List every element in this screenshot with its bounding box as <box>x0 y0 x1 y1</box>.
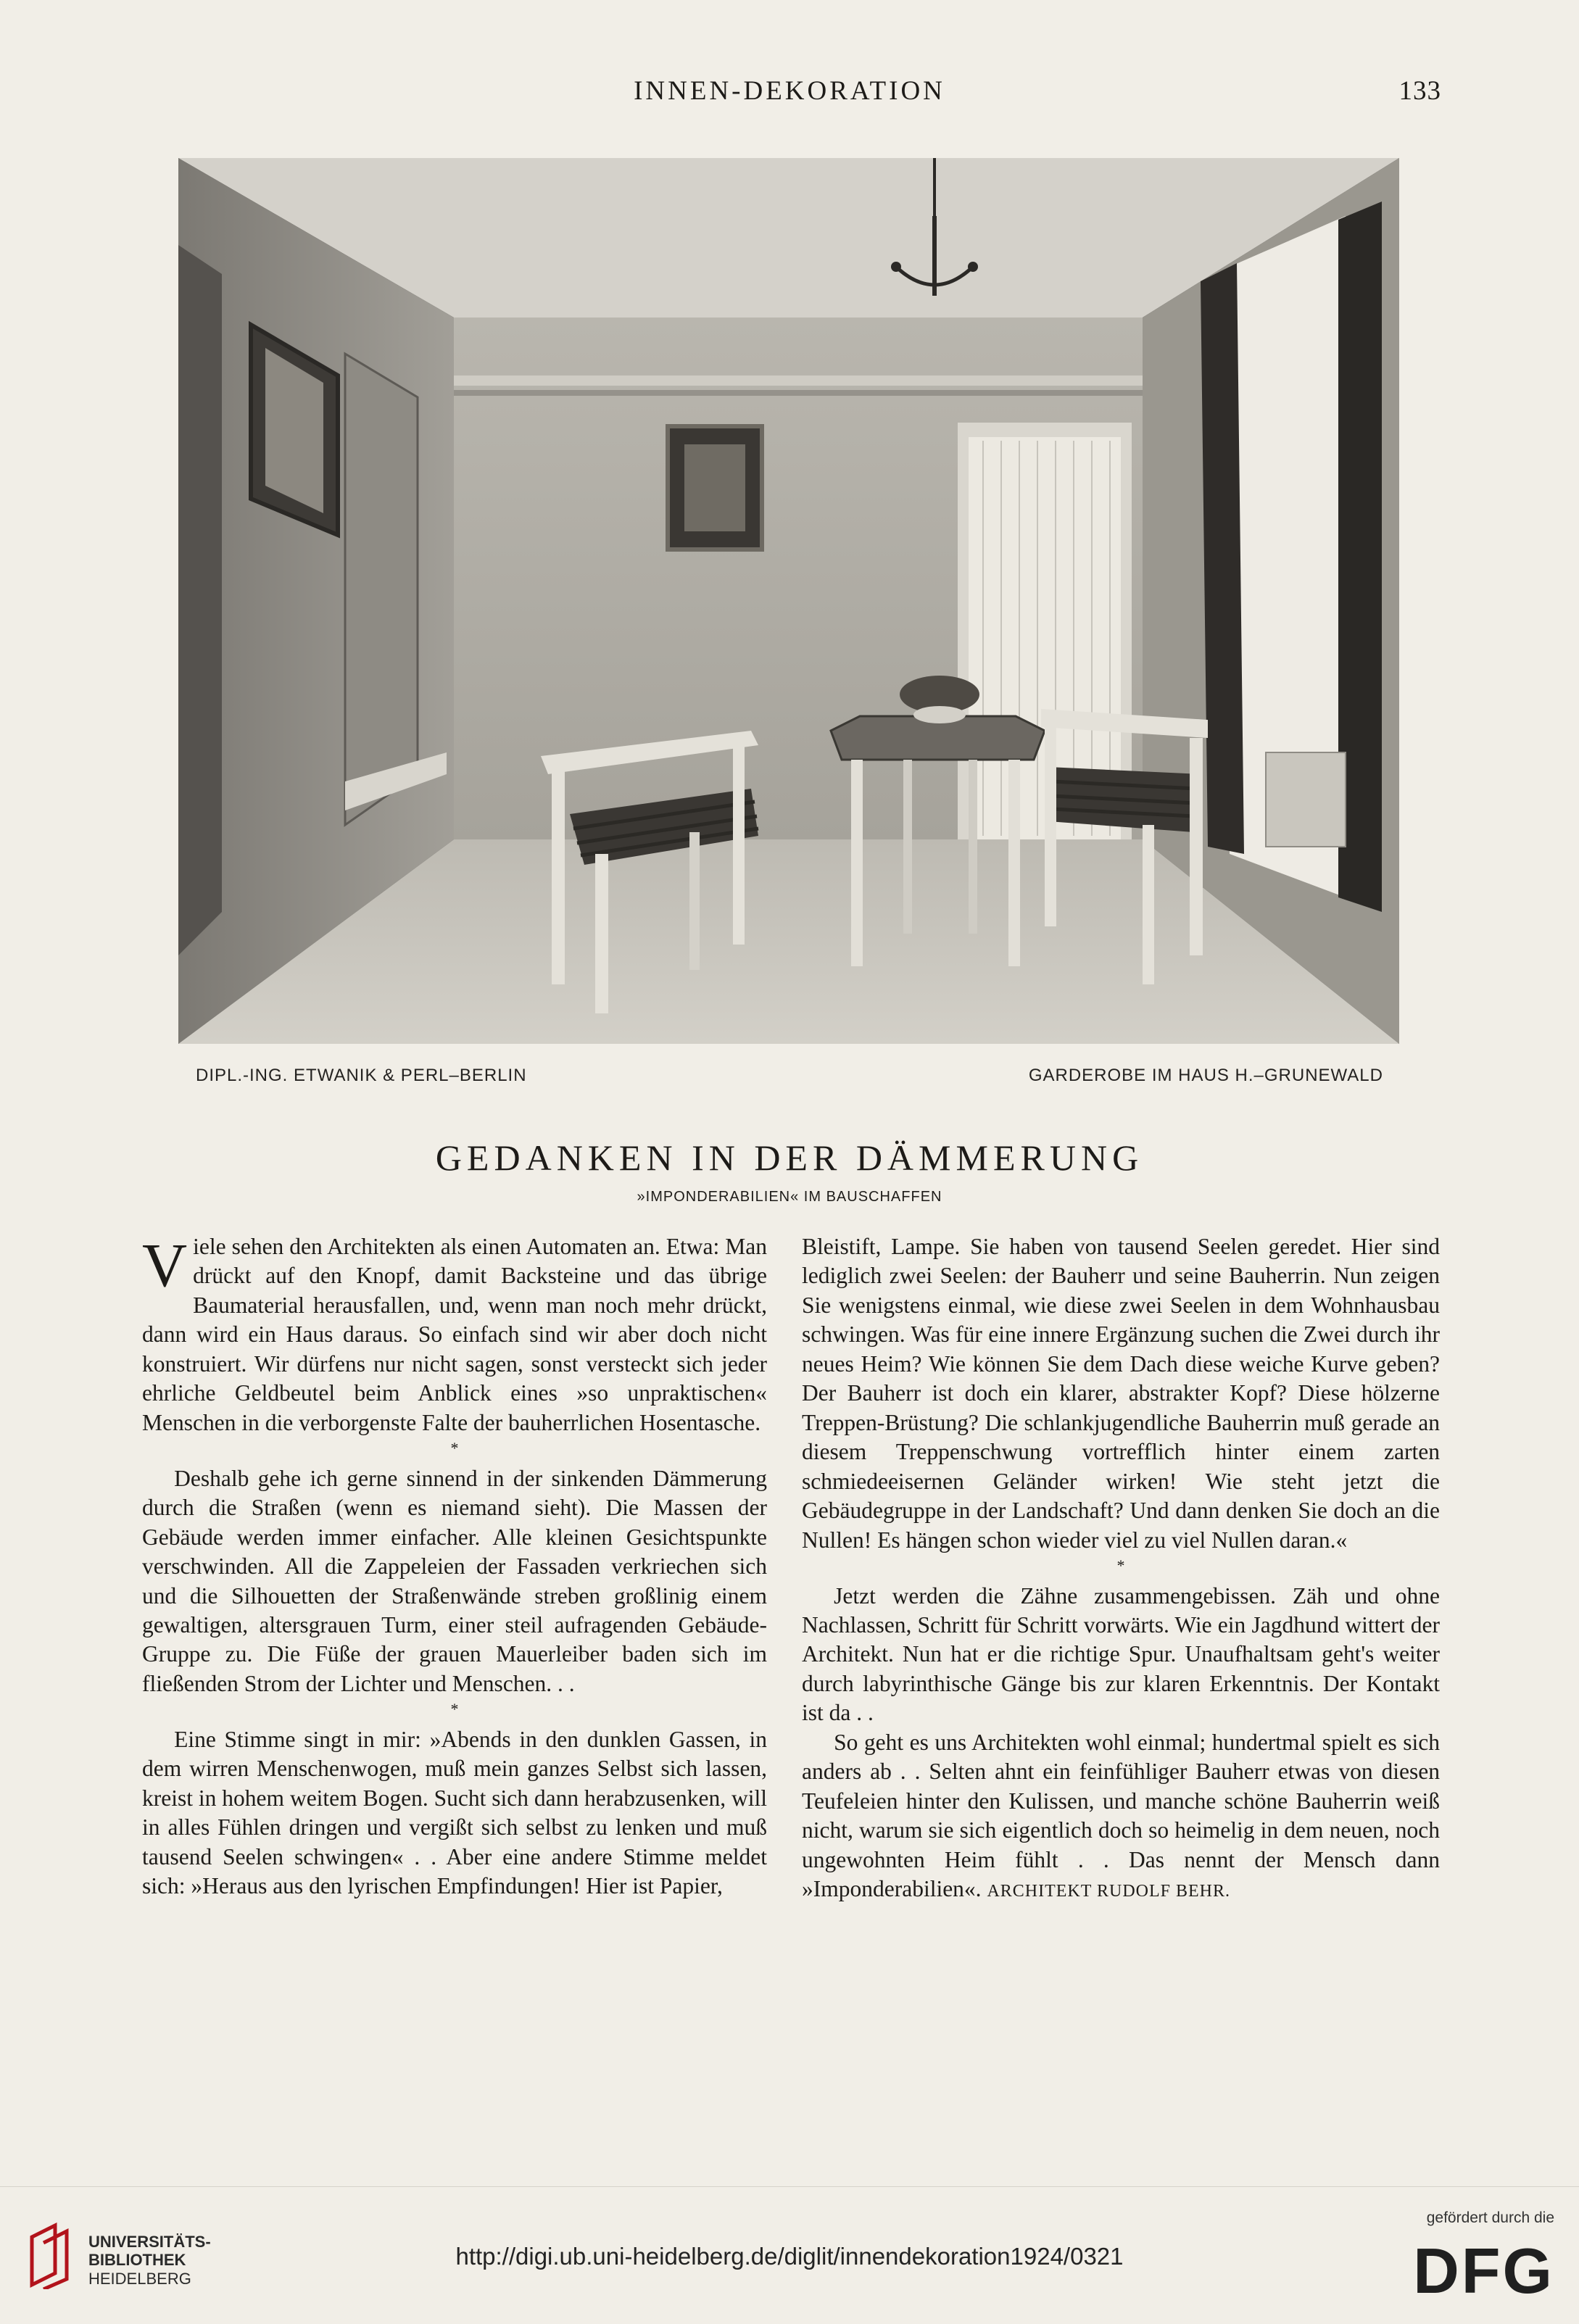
paragraph-text: So geht es uns Architekten wohl einmal; hundertmal spielt es sich anders ab . . Selten ahnt ein feinfühliger Bauherr etwas von diesen Teufeleien hinter den Kulissen, und manche schöne Bauherrin weiß nicht, warum sie sich eigentlich doch so heimelig in dem neuen, noch ungewohnten Heim fühlt . . Das nennt der Mensch dann »Imponderabilien«. <box>802 1729 1440 1902</box>
section-star: * <box>450 1439 459 1458</box>
interior-photograph <box>178 158 1399 1044</box>
section-star: * <box>1116 1556 1125 1575</box>
page-number: 133 <box>1398 76 1441 106</box>
section-star: * <box>450 1700 459 1719</box>
paragraph <box>142 1232 767 1437</box>
text-column-right <box>802 1232 1440 1904</box>
source-url-link[interactable]: http://digi.ub.uni-heidelberg.de/diglit/innendekoration1924/0321 <box>455 2243 1124 2270</box>
library-name-line: HEIDELBERG <box>88 2269 191 2288</box>
footer-divider <box>0 2186 1579 2187</box>
paragraph <box>802 1728 1440 1904</box>
library-name-line: BIBLIOTHEK <box>88 2251 186 2270</box>
paragraph: Eine Stimme singt in mir: »Abends in den dunklen Gassen, in dem wirren Menschenwogen, muß mein ganzes Selbst sich lassen, kreist in hohem weitem Bogen. Sucht sich dann herabzusenken, will in alles Fühlen dringen und vergißt sich selbst zu lenken und muß tausend Seelen schwingen« . . Aber eine andere Stimme meldet sich: »Heraus aus den lyrischen Empfindungen! Hier ist Papier, <box>142 1726 767 1899</box>
article-subtitle: »IMPONDERABILIEN« IM BAUSCHAFFEN <box>637 1189 942 1205</box>
author-signature: ARCHITEKT RUDOLF BEHR. <box>987 1882 1231 1901</box>
photo-credit-caption: DIPL.-ING. ETWANIK & PERL–BERLIN <box>196 1066 527 1085</box>
running-head: INNEN-DEKORATION <box>634 76 945 106</box>
paragraph: Deshalb gehe ich gerne sinnend in der sinkenden Dämmerung durch die Straßen (wenn es niemand sieht). Die Massen der Gebäude werden immer einfacher. Alle kleinen Gesichtspunkte verschwinden. All die Zappeleien der Fassaden verkriechen sich und die Silhouetten der Straßenwände streben großlinig einem gewaltigen, altersgrauen Turm, einer steil aufragenden Gebäude-Gruppe zu. Die Füße der grauen Mauerleiber baden sich im fließenden Strom der Lichter und Menschen. . . <box>142 1465 767 1696</box>
funding-note: gefördert durch die <box>1426 2209 1554 2226</box>
paragraph: Jetzt werden die Zähne zusammengebissen. Zäh und ohne Nachlassen, Schritt für Schritt vorwärts. Wie ein Jagdhund wittert der Architekt. Nun hat er die richtige Spur. Unaufhaltsam geht's weiter durch labyrinthische Gänge bis zur klaren Erkenntnis. Der Kontakt ist da . . <box>802 1582 1440 1726</box>
text-column-left <box>142 1232 767 1901</box>
article-title: GEDANKEN IN DER DÄMMERUNG <box>435 1137 1144 1178</box>
paragraph: Bleistift, Lampe. Sie haben von tausend Seelen geredet. Hier sind lediglich zwei Seelen: der Bauherr und seine Bauherrin. Nun zeigen Sie wenigstens einmal, wie diese zwei Seelen in dem Wohnhausbau schwingen. Was für eine innere Ergänzung suchen die Zwei durch ihr neues Heim? Wie können Sie dem Dach diese weiche Kurve geben? Der Bauherr ist doch ein klarer, abstrakter Kopf? Diese hölzerne Treppen-Brüstung? Die schlankjugendliche Bauherrin muß gerade an diesem Treppenschwung vortrefflich hinter einem zarten schmiedeeisernen Geländer wirken! Wie steht jetzt die Gebäudegruppe in der Landschaft? Und dann denken Sie doch an die Nullen! Es hängen schon wieder viel zu viel Nullen daran.« <box>802 1234 1440 1553</box>
dfg-logo: DFG <box>1413 2235 1554 2307</box>
paragraph-text: iele sehen den Architekten als einen Automaten an. Etwa: Man drückt auf den Knopf, damit Backsteine und das übrige Baumaterial herausfallen, und, wenn man noch mehr drückt, dann wird ein Haus daraus. So einfach sind wir aber doch nicht konstruiert. Wir dürfens nur nicht sagen, sonst versteckt sich jeder ehrliche Geldbeutel beim Anblick eines »so unpraktischen« Menschen in die verborgenste Falte der bauherrlichen Hosentasche. <box>142 1234 767 1435</box>
photo-subject-caption: GARDEROBE IM HAUS H.–GRUNEWALD <box>1028 1066 1383 1085</box>
drop-cap: V <box>142 1230 188 1300</box>
library-name-line: UNIVERSITÄTS- <box>88 2233 211 2251</box>
